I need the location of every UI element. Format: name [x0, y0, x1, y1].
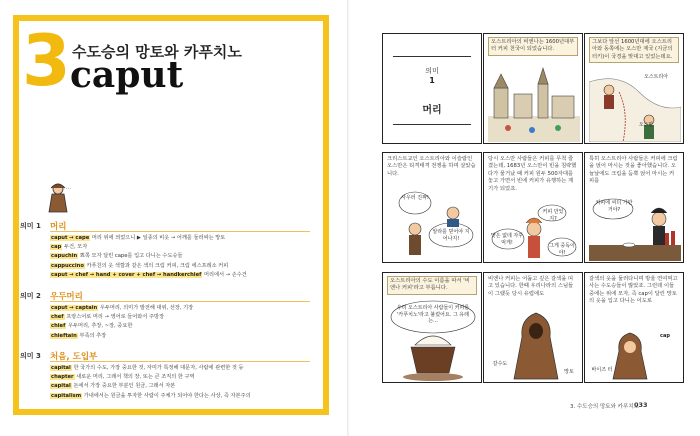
meaning-title: 우두머리 — [50, 292, 83, 302]
entry: caput → cape 머리 위에 씌었으니 ▶ 일종의 비옷 → 어깨를 둘러싸는 망토 — [51, 235, 226, 241]
label-monk: 갈수도 — [492, 361, 508, 367]
speech-bubble-a: 사우러 진짜! — [401, 195, 429, 201]
comic-panel-2 — [483, 33, 583, 144]
meaning-label: 의미 2 — [20, 292, 41, 300]
label-cloak: 망토 — [564, 369, 574, 375]
speech-bubble-b: 맛은 없데 자꾸 먹게! — [490, 233, 524, 246]
divider — [50, 301, 310, 302]
label-character: 바이즈 터 — [591, 367, 613, 373]
map-icon — [589, 72, 681, 142]
entry: chapter 새로운 머리, 그래서 책의 장, 또는 큰 조직의 한 구역 — [51, 374, 195, 381]
panel-meaning-word: 머리 — [422, 105, 442, 116]
panel-caption: 오스트리아의 수도 이름을 따서 '비엔나 커피'라고 부릅니다. — [387, 276, 477, 295]
meaning-label: 의미 1 — [20, 222, 41, 230]
speech-bubble-b: 알라를 믿어야 지어나지! — [432, 229, 470, 242]
meaning-title: 머리 — [50, 222, 67, 232]
meaning-title: 처음, 도입부 — [50, 352, 98, 362]
chapter-subtitle: 수도승의 망토와 카푸치노 — [72, 43, 242, 61]
entry: cap 두건, 모자 — [51, 244, 88, 251]
speech-bubble: 우리 오스트리아 사람들이 커피를 '카푸치노'라고 불렀어요. 그 유래는... — [396, 305, 470, 324]
monk-character-icon — [46, 180, 72, 214]
speech-bubble-c: 그게 중독이야! — [549, 243, 575, 256]
panel-caption: 그보다 앞선 1600년대에 오스트리아와 동쪽에는 오스만 제국 (지금의 터키)이 국경을 맞대고 있었는데요. — [589, 37, 679, 63]
panel-caption: 당시 오스만 사람들은 커피를 무척 즐겼는데, 1683년 오스만이 빈을 침략했다가 물거났 때 커피 원두 500자대를 놓고 가면서 빈에 커피가 유행하는 계기가 되었죠. — [488, 156, 577, 192]
running-footer: 3. 수도승의 망토와 카푸치노 — [570, 404, 639, 410]
entry: caput → captain 우두머리, 의미가 발전해 대위, 선장, 기장 — [51, 305, 194, 311]
page-number: 033 — [634, 401, 648, 409]
entry: cappuccino 카푸친의 옷 색깔과 같은 색의 크림 커피, 크림 에스프레소 커피 — [51, 262, 229, 269]
comic-panel-6 — [584, 152, 684, 263]
panel-meaning-number: 1 — [429, 76, 435, 85]
panel-caption: 크리스트교인 오스트리아와 이슬람인 오스만은 티격태격 전쟁을 하며 살았습니다. — [387, 156, 476, 177]
comic-panel-4 — [382, 152, 482, 263]
divider — [50, 361, 310, 362]
svg-text:…: … — [66, 185, 71, 191]
divider — [393, 56, 471, 57]
panel-caption: 오스트리아의 비엔나는 1600년대부터 커피 천국이 되었습니다. — [488, 37, 578, 56]
divider — [393, 124, 471, 125]
comic-panel-9 — [584, 272, 684, 383]
vienna-city-icon — [488, 66, 580, 142]
entry: capitalism 가내에서는 원금을 투자한 사람이 주체가 되어야 한다는 사상, 즉 자본주의 — [51, 392, 251, 399]
divider — [50, 231, 310, 232]
comic-panel-3 — [584, 33, 684, 144]
panel-caption: 갈색의 옷을 둘러다니며 방울 연여먹고 사는 수도승들이 많았죠. 그런데 이들 중에는 위에 모자, 즉 cap이 달린 망토의 옷을 입고 다니는 이도로 — [589, 276, 678, 305]
comic-panel-1 — [382, 33, 482, 144]
entry: chief 우두머리, 추장, ~장, 중요한 — [51, 323, 133, 330]
label-cap: cap — [660, 333, 670, 339]
label-ottoman: 오스만 — [638, 122, 654, 128]
root-word: caput — [70, 54, 184, 96]
entry: capuchin 뾰쪽 모자 달린 cape를 입고 다니는 수도승들 — [51, 253, 183, 260]
comic-panel-5 — [483, 152, 583, 263]
comic-panel-7 — [382, 272, 482, 383]
entry: capital 한 국가의 수도, 가장 중요한 것, 자미가 특정해 대문자, 사람에 관련한 것 등 — [51, 365, 244, 371]
right-page — [350, 0, 700, 436]
comic-panel-8 — [483, 272, 583, 383]
entry: chef 프랑스어로 머리 → 영어로 들어와서 주방장 — [51, 314, 164, 321]
entry: caput → chef → hand + cover + chef → handkerchief 머리에서 → 손수건 — [51, 271, 247, 278]
speech-bubble: 커피에 씨더 가만 거야? — [595, 200, 633, 213]
panel-caption: 비엔나 커피는 어둡고 깊은 갈색을 띠고 있습니다. 한때 우리나라의 스님들이 그랬듯 당시 유럽에도 — [488, 276, 574, 297]
panel-caption: 특히 오스트리아 사람들은 커피에 크림을 얹어 마시는 것을 좋아했습니다. 오늘날에도 크림을 듬뿍 얹어 마시는 커피를 — [589, 156, 678, 185]
hooded-monk-icon — [508, 311, 564, 381]
panel-meaning-label: 의미 — [425, 67, 439, 75]
entry: capital 돈에서 가장 중요한 부분인 원금, 그래서 자본 — [51, 383, 176, 390]
label-austria: 오스트리아 — [643, 74, 669, 80]
meaning-label: 의미 3 — [20, 352, 41, 360]
entry: chieftain 부족의 추장 — [51, 332, 107, 339]
speech-bubble-a: 커피 만있지? — [542, 209, 564, 222]
chapter-number: 3 — [22, 20, 71, 102]
